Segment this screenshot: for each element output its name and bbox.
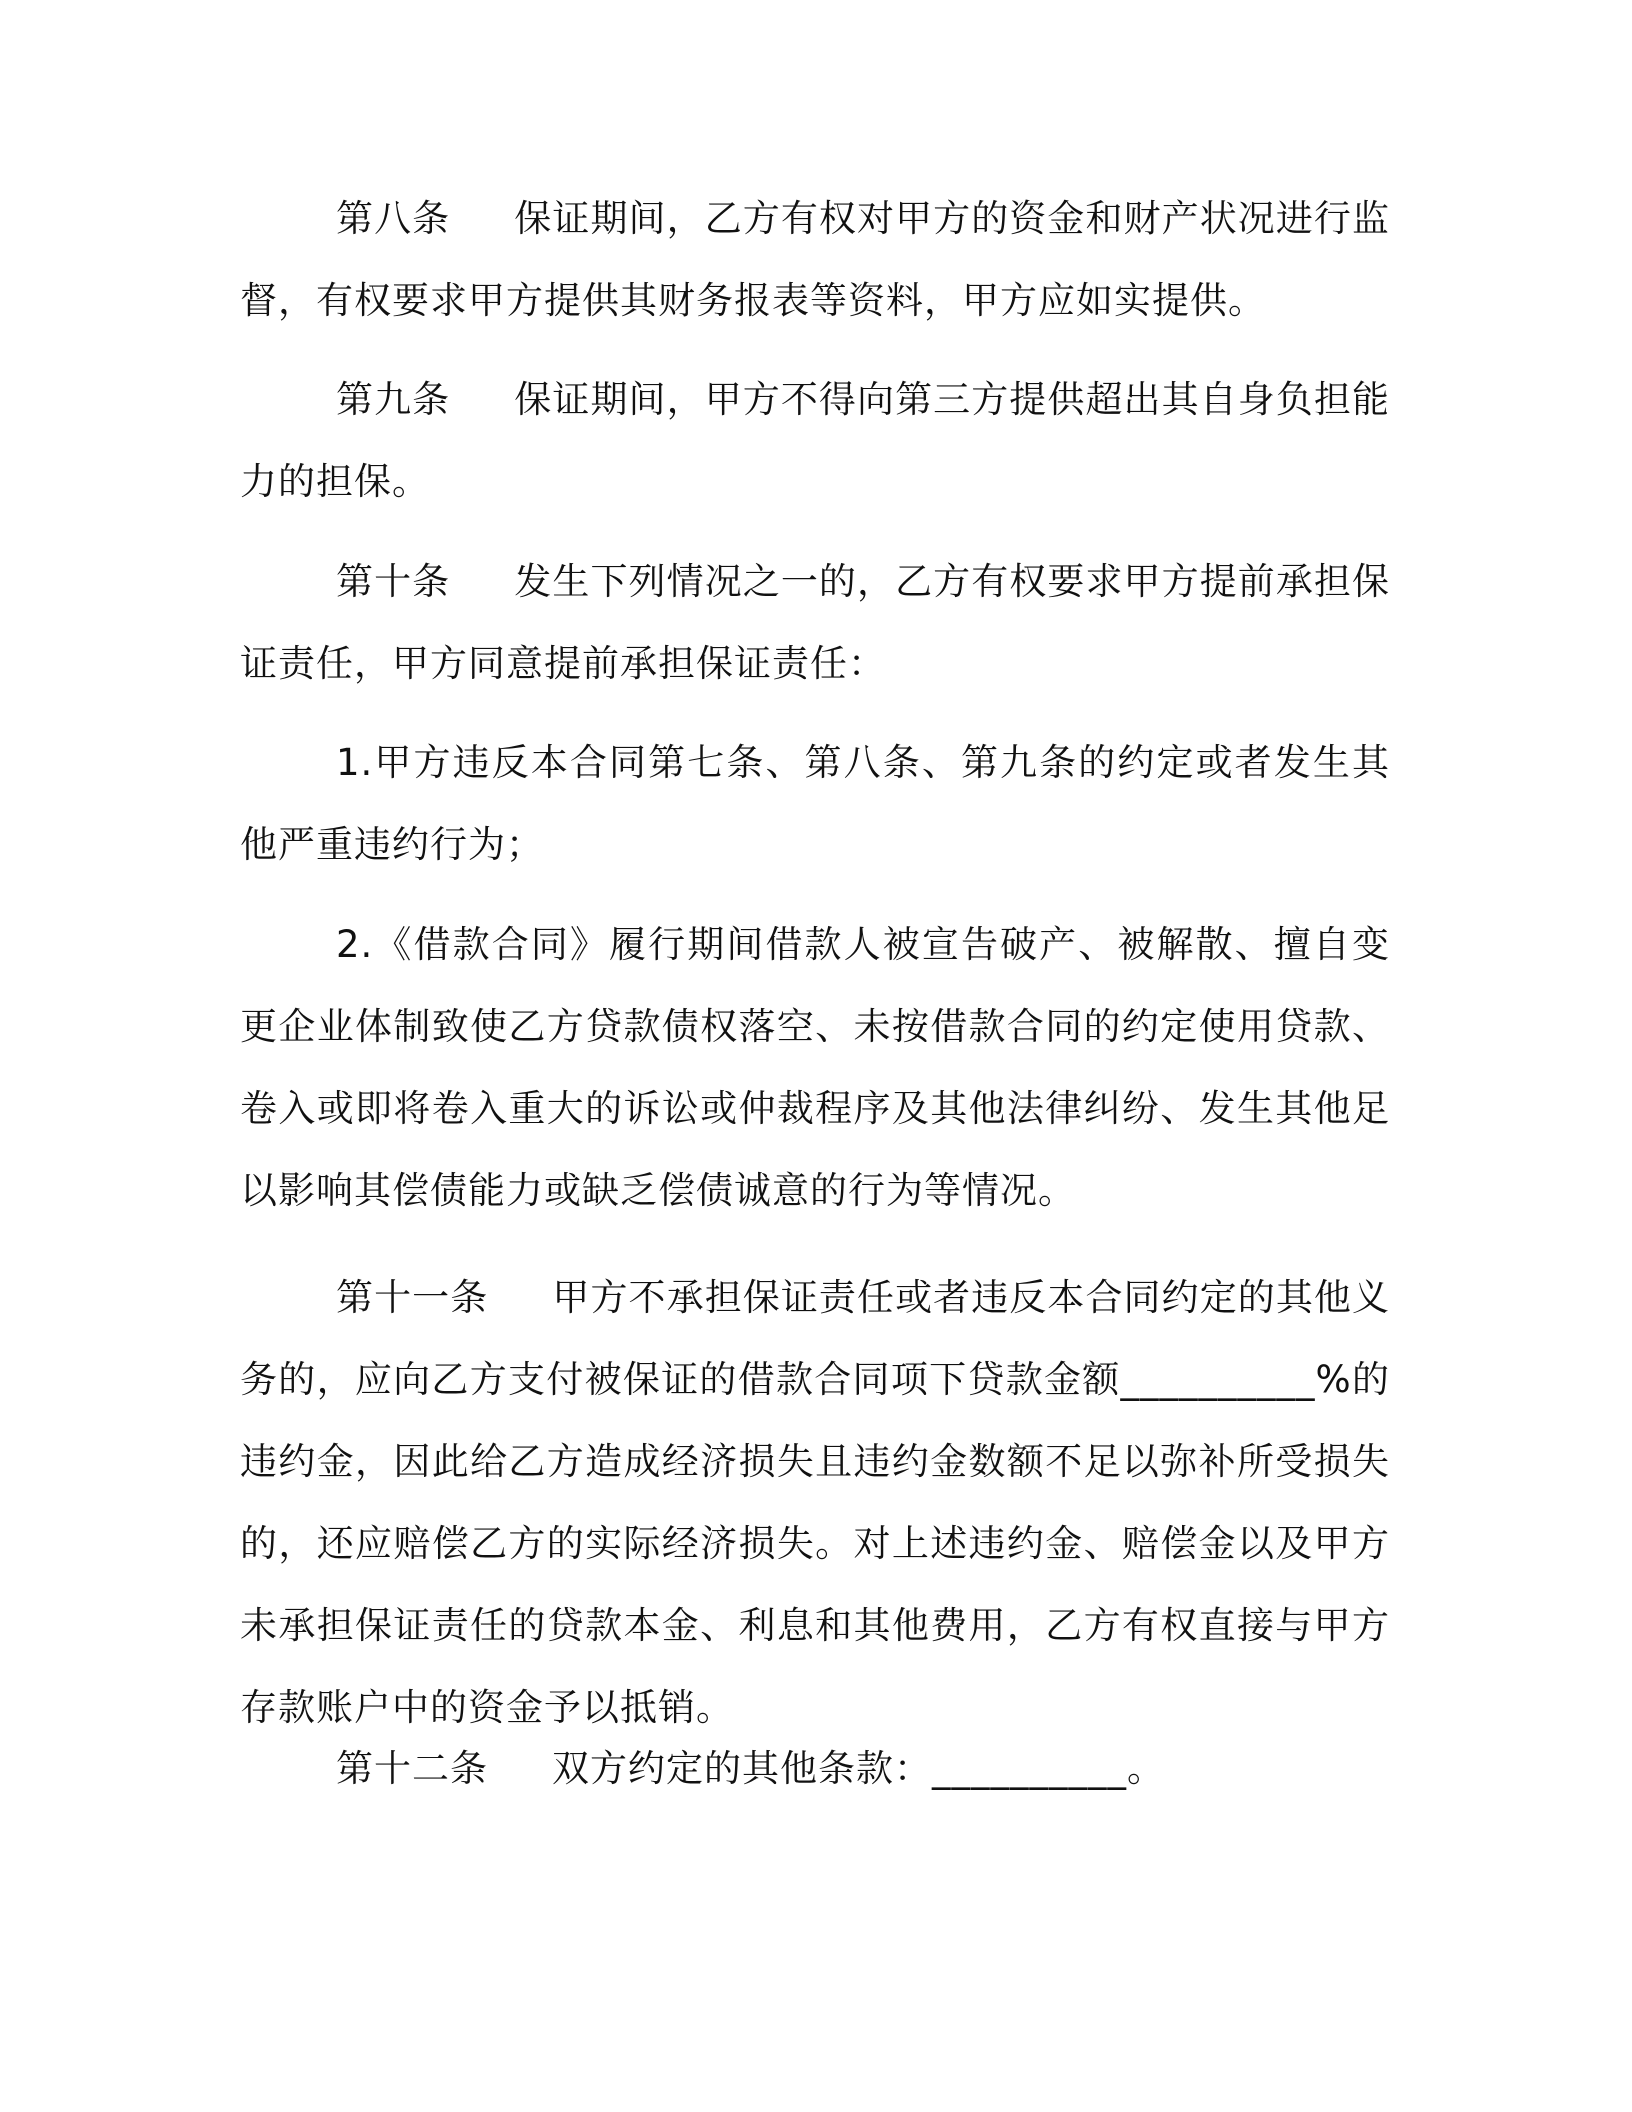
article-10-paragraph: [240, 541, 1390, 705]
article-8-text: 保证期间，乙方有权对甲方的资金和财产状况进行监督，有权要求甲方提供其财务报表等资料，甲方应如实提供。: [240, 197, 1391, 322]
article-10-item-1: [240, 722, 1390, 886]
article-11-paragraph: [240, 1257, 1390, 1749]
item-1-text: 1.甲方违反本合同第七条、第八条、第九条的约定或者发生其他严重违约行为；: [240, 741, 1390, 866]
article-9-label: 第九条: [336, 378, 451, 421]
item-2-text: 2.《借款合同》履行期间借款人被宣告破产、被解散、擅自变更企业体制致使乙方贷款债权落空、未按借款合同的约定使用贷款、卷入或即将卷入重大的诉讼或仲裁程序及其他法律纠纷、发生其他足以影响其偿债能力或缺乏偿债诚意的行为等情况。: [240, 923, 1390, 1212]
article-11-label: 第十一条: [336, 1276, 489, 1319]
article-10-label: 第十条: [336, 560, 451, 603]
article-12-text: 双方约定的其他条款：__________。: [552, 1747, 1165, 1790]
article-12-paragraph: [240, 1728, 1390, 1810]
article-10-text: 发生下列情况之一的，乙方有权要求甲方提前承担保证责任，甲方同意提前承担保证责任：: [240, 560, 1391, 685]
article-8-paragraph: [240, 178, 1390, 342]
article-10-item-2: [240, 904, 1390, 1232]
article-11-text: 甲方不承担保证责任或者违反本合同约定的其他义务的，应向乙方支付被保证的借款合同项下贷款金额__________%的违约金，因此给乙方造成经济损失且违约金数额不足以弥补所受损失的，还应赔偿乙方的实际经济损失。对上述违约金、赔偿金以及甲方未承担保证责任的贷款本金、利息和其他费用，乙方有权直接与甲方存款账户中的资金予以抵销。: [240, 1276, 1391, 1729]
article-9-paragraph: [240, 359, 1390, 523]
article-8-label: 第八条: [336, 197, 451, 240]
article-9-text: 保证期间，甲方不得向第三方提供超出其自身负担能力的担保。: [240, 378, 1391, 503]
article-12-label: 第十二条: [336, 1747, 488, 1790]
